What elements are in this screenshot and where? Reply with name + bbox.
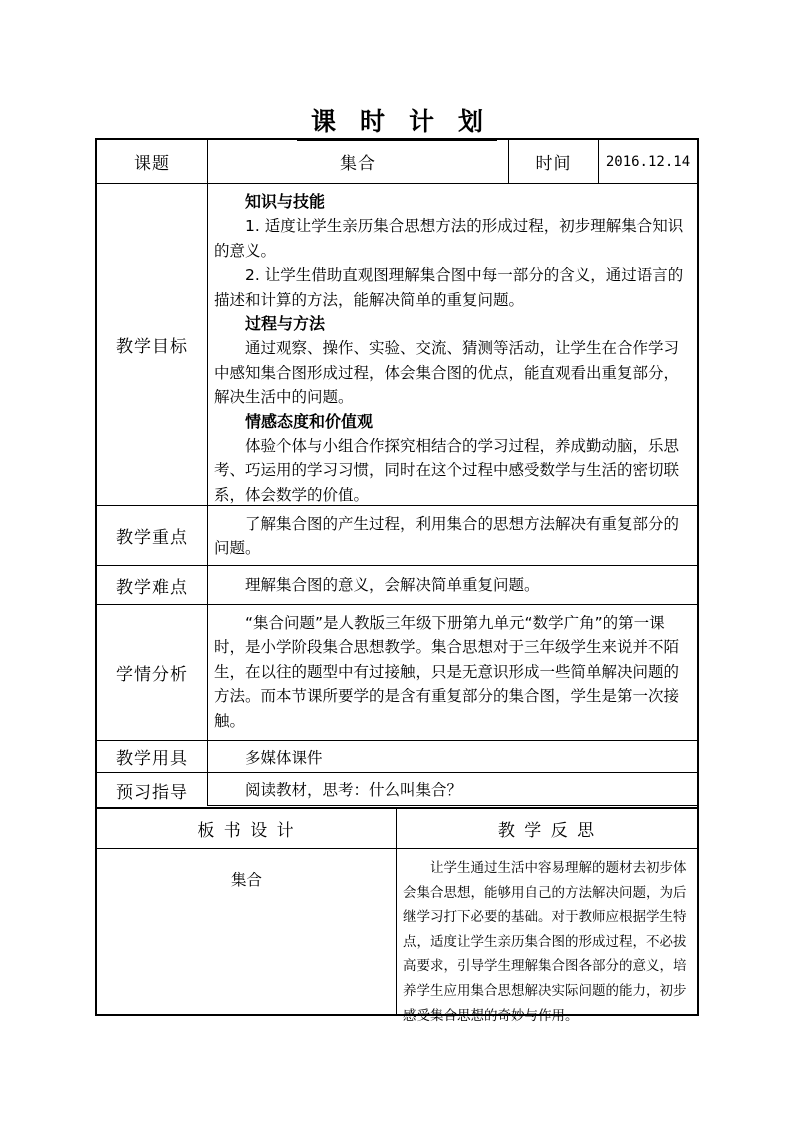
emotion-heading: 情感态度和价值观 (245, 411, 374, 431)
difficulty-label: 教学难点 (116, 577, 188, 598)
emotion-text: 体验个体与小组合作探究相结合的学习过程，养成勤动脑，乐思考、巧运用的学习习惯，同时在这个过程中感受数学与生活的密切联系，体会数学的价值。 (214, 437, 680, 504)
key-point-label: 教学重点 (116, 528, 188, 548)
knowledge-item-1: 1. 适度让学生亲历集合思想方法的形成过程，初步理解集合知识的意义。 (214, 217, 684, 260)
page-title: 课 时 计 划 (0, 102, 794, 141)
preview-text: 阅读教材，思考：什么叫集合？ (245, 781, 463, 799)
process-text: 通过观察、操作、实验、交流、猜测等活动，让学生在合作学习中感知集合图形成过程，体会集合图的优点，能直观看出重复部分，解决生活中的问题。 (214, 339, 680, 407)
board-design-content: 集合 (230, 871, 262, 889)
topic-value: 集合 (340, 154, 376, 174)
table-border-right (697, 138, 699, 1016)
reflection-text: 让学生通过生活中容易理解的题材去初步体会集合思想，能够用自己的方法解决问题，为后继学习打下必要的基础。对于教师应根据学生特点，适度让学生亲历集合图的形成过程，不必拔高要求，引导学生理解集合图各部分的意义，培养学生应用集合思想解决实际问题的能力，初步感受集合思想的奇妙与作用。 (403, 860, 687, 1024)
key-point-text: 了解集合图的产生过程，利用集合的思想方法解决有重复部分的问题。 (214, 515, 680, 558)
time-label: 时间 (535, 154, 572, 174)
knowledge-item-2: 2. 让学生借助直观图理解集合图中每一部分的含义，通过语言的描述和计算的方法，能解决简单的重复问题。 (214, 266, 684, 309)
reflection-header: 教 学 反 思 (497, 821, 597, 841)
preview-label: 预习指导 (116, 782, 188, 803)
objectives-content (208, 190, 697, 507)
analysis-label: 学情分析 (116, 665, 188, 685)
topic-label: 课题 (134, 154, 170, 174)
knowledge-heading: 知识与技能 (245, 192, 326, 211)
analysis-text: “集合问题”是人教版三年级下册第九单元“数学广角”的第一课时，是小学阶段集合思想教学。集合思想对于三年级学生来说并不陌生，在以往的题型中有过接触，只是无意识形成一些简单解决问题的方法。而本节课所要学的是含有重复部分的集合图，学生是第一次接触。 (214, 614, 680, 730)
tools-label: 教学用具 (116, 749, 188, 769)
time-value: 2016.12.14 (605, 153, 691, 170)
tools-text: 多媒体课件 (245, 749, 323, 767)
objectives-label: 教学目标 (116, 337, 188, 357)
board-design-header: 板 书 设 计 (197, 821, 296, 841)
difficulty-text: 理解集合图的意义，会解决简单重复问题。 (245, 576, 540, 594)
process-heading: 过程与方法 (245, 314, 326, 334)
